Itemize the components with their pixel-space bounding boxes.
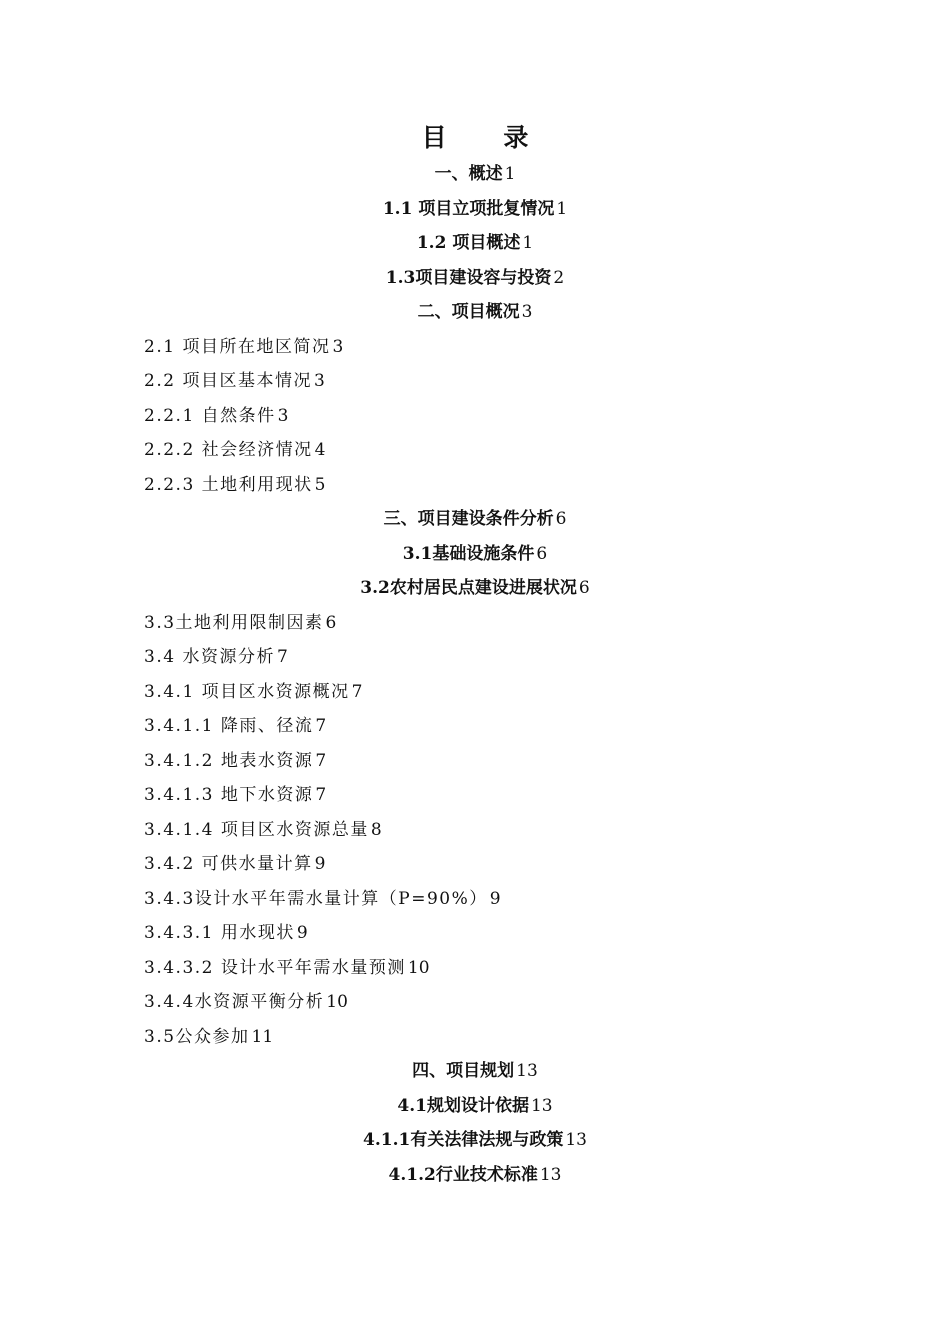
toc-entry[interactable] (0, 606, 950, 641)
toc-entry-text: 3.4.1.4 项目区水资源总量 (144, 819, 369, 840)
toc-entry[interactable] (0, 157, 950, 192)
toc-entry-text: 3.4.3设计水平年需水量计算（P=90%） (144, 888, 488, 909)
toc-entry-page-number: 6 (536, 543, 548, 564)
toc-entry-page-number: 3 (332, 336, 344, 357)
toc-entry[interactable] (0, 778, 950, 813)
toc-entry-text: 2.2.1 自然条件 (144, 405, 276, 426)
toc-entry[interactable] (0, 226, 950, 261)
toc-entry-page-number: 1 (556, 198, 568, 219)
toc-entry-text: 3.4.1.1 降雨、径流 (144, 716, 314, 736)
toc-entry[interactable] (0, 502, 950, 537)
toc-entry-page-number: 1 (522, 233, 534, 253)
toc-entry[interactable] (0, 261, 950, 296)
toc-entry-page-number: 9 (296, 923, 308, 943)
toc-entry[interactable] (0, 364, 950, 399)
toc-entry[interactable] (0, 330, 950, 365)
toc-entry[interactable] (0, 916, 950, 951)
toc-entry-text: 3.4.4水资源平衡分析 (144, 992, 325, 1012)
toc-entry-page-number: 13 (565, 1130, 587, 1150)
toc-entry-text: 四、项目规划 (412, 1061, 515, 1081)
toc-entry[interactable] (0, 1123, 950, 1158)
toc-entry[interactable] (0, 537, 950, 572)
toc-entry-page-number: 13 (530, 1095, 553, 1116)
toc-entry-text: 三、项目建设条件分析 (383, 509, 554, 529)
toc-entry-text: 3.4.3.2 设计水平年需水量预测 (144, 957, 406, 978)
toc-entry-text: 1.2 项目概述 (416, 233, 521, 253)
toc-entry[interactable] (0, 709, 950, 744)
toc-entry[interactable] (0, 295, 950, 330)
toc-entry-text: 3.4 水资源分析 (144, 647, 275, 667)
toc-entry-page-number: 6 (325, 612, 337, 633)
toc-entry-text: 3.4.3.1 用水现状 (144, 923, 295, 943)
toc-entry-page-number: 6 (555, 509, 567, 529)
toc-entry-page-number: 10 (407, 957, 430, 978)
toc-entry[interactable] (0, 813, 950, 848)
toc-entry[interactable] (0, 1158, 950, 1193)
toc-entry[interactable] (0, 847, 950, 882)
toc-entry-text: 3.4.1 项目区水资源概况 (144, 681, 350, 702)
toc-entry-page-number: 2 (553, 267, 565, 288)
toc-entry[interactable] (0, 433, 950, 468)
toc-entry-page-number: 9 (314, 854, 326, 874)
toc-entry-text: 一、概述 (434, 164, 503, 184)
toc-entry[interactable] (0, 1054, 950, 1089)
toc-entry-text: 3.1基础设施条件 (402, 543, 535, 564)
toc-entry[interactable] (0, 640, 950, 675)
toc-entry[interactable] (0, 399, 950, 434)
toc-entry-page-number: 13 (539, 1164, 562, 1185)
toc-entry-text: 2.2.3 土地利用现状 (144, 474, 313, 495)
toc-entry-page-number: 7 (315, 750, 327, 771)
toc-entry-page-number: 3 (313, 371, 325, 391)
toc-entry-page-number: 13 (516, 1061, 538, 1081)
toc-entry-page-number: 10 (326, 992, 348, 1012)
toc-entry-text: 1.1 项目立项批复情况 (382, 198, 555, 219)
toc-entry-text: 3.3土地利用限制因素 (144, 612, 324, 633)
toc-entry[interactable] (0, 951, 950, 986)
toc-list (0, 157, 950, 1192)
toc-entry-text: 3.2农村居民点建设进展状况 (360, 578, 577, 598)
toc-entry-page-number: 7 (351, 681, 363, 702)
toc-entry[interactable] (0, 985, 950, 1020)
toc-entry-page-number: 3 (521, 302, 533, 322)
toc-entry-page-number: 1 (504, 164, 516, 184)
toc-entry-text: 2.2 项目区基本情况 (144, 371, 312, 391)
toc-entry-text: 2.1 项目所在地区简况 (144, 336, 331, 357)
toc-entry-page-number: 7 (315, 716, 327, 736)
toc-entry-text: 二、项目概况 (417, 302, 520, 322)
toc-entry-page-number: 7 (315, 785, 327, 805)
toc-entry-text: 3.4.2 可供水量计算 (144, 854, 313, 874)
toc-entry-page-number: 5 (314, 474, 326, 495)
toc-entry[interactable] (0, 1089, 950, 1124)
toc-entry-text: 2.2.2 社会经济情况 (144, 440, 313, 460)
toc-entry-text: 3.5公众参加 (144, 1026, 250, 1047)
toc-entry-text: 3.4.1.2 地表水资源 (144, 750, 314, 771)
toc-entry-page-number: 9 (489, 888, 501, 909)
toc-entry-page-number: 6 (578, 578, 590, 598)
toc-entry[interactable] (0, 571, 950, 606)
toc-entry-text: 4.1.2行业技术标准 (388, 1164, 538, 1185)
toc-entry-text: 1.3项目建设容与投资 (385, 267, 552, 288)
toc-entry-text: 4.1规划设计依据 (397, 1095, 529, 1116)
toc-title: 目 录 (421, 123, 553, 152)
toc-entry-page-number: 11 (251, 1026, 274, 1047)
toc-entry[interactable] (0, 468, 950, 503)
toc-entry-page-number: 8 (370, 819, 382, 840)
toc-entry-text: 4.1.1有关法律法规与政策 (363, 1130, 564, 1150)
toc-entry-text: 3.4.1.3 地下水资源 (144, 785, 314, 805)
toc-entry-page-number: 4 (314, 440, 326, 460)
toc-entry[interactable] (0, 192, 950, 227)
toc-entry-page-number: 3 (277, 405, 289, 426)
toc-entry[interactable] (0, 675, 950, 710)
toc-entry[interactable] (0, 882, 950, 917)
toc-entry[interactable] (0, 744, 950, 779)
toc-entry-page-number: 7 (276, 647, 288, 667)
toc-entry[interactable] (0, 1020, 950, 1055)
